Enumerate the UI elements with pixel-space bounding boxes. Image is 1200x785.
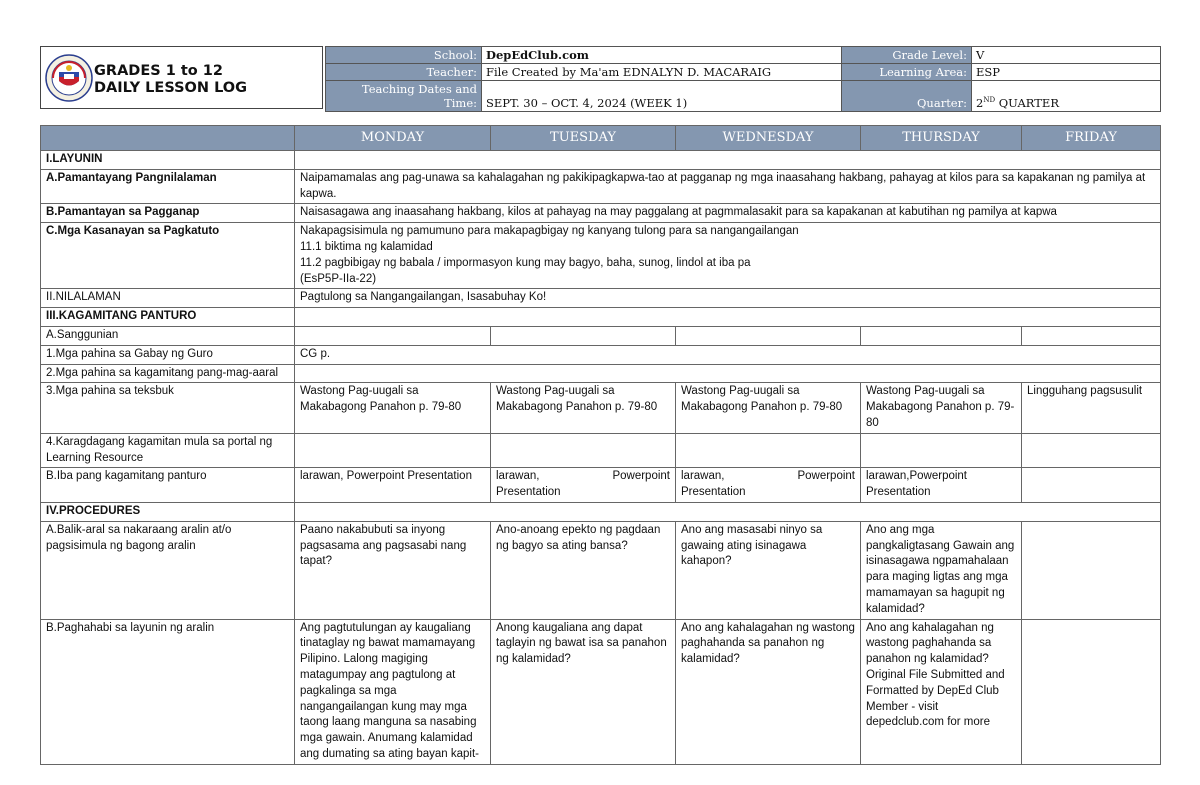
row-kagamitang-panturo	[41, 308, 1161, 327]
info-table	[325, 46, 1161, 112]
kagamitan-mag-aaral-label: 2.Mga pahina sa kagamitang pang-mag-aaral	[41, 364, 295, 383]
teacher-value: File Created by Ma'am EDNALYN D. MACARAIG	[482, 64, 842, 81]
day-friday: FRIDAY	[1022, 126, 1161, 151]
day-wednesday: WEDNESDAY	[676, 126, 861, 151]
procedures-label: IV.PROCEDURES	[41, 502, 295, 521]
row-gabay-guro	[41, 345, 1161, 364]
teksbuk-label: 3.Mga pahina sa teksbuk	[41, 383, 295, 433]
row-kagamitang-mag-aaral	[41, 364, 1161, 383]
row-teksbuk	[41, 383, 1161, 433]
nilalaman-label: II.NILALAMAN	[41, 289, 295, 308]
kagamitan-label: III.KAGAMITANG PANTURO	[41, 308, 295, 327]
pamantayang-text: Naipamamalas ang pag-unawa sa kahalagahan ng pakikipagkapwa-tao at pagganap ng mga inaasahang hakbang, pahayag at kilos para sa kapakanan ng pamilya at kapwa.	[295, 169, 1161, 204]
row-iba-pang-kagamitan	[41, 468, 1161, 503]
gabay-label: 1.Mga pahina sa Gabay ng Guro	[41, 345, 295, 364]
cell	[1022, 619, 1161, 764]
balik-wednesday: Ano ang masasabi ninyo sa gawaing ating isinagawa kahapon?	[676, 521, 861, 619]
paghahabi-monday: Ang pagtutulungan ay kaugaliang tinataglay ng bawat mamamayang Pilipino. Lalong magiging matagumpay ang pagtulong at pagkalinga sa mga nangangailangan kung may mga taong laang manguna sa nasabing mga gawain. Anumang kalamidad ang dumating sa ating bayan kapit-	[295, 619, 491, 764]
paghahabi-thursday: Ano ang kahalagahan ng wastong paghahanda sa panahon ng kalamidad? Original File Submitted and Formatted by DepEd Club Member - visit depedclub.com for more	[861, 619, 1022, 764]
header-blank-cell	[41, 126, 295, 151]
karagdagang-label: 4.Karagdagang kagamitan mula sa portal ng Learning Resource	[41, 433, 295, 468]
row-layunin	[41, 151, 1161, 170]
document-title	[94, 63, 247, 97]
lesson-log-header	[40, 46, 1160, 111]
iba-thursday: larawan,Powerpoint Presentation	[861, 468, 1022, 503]
cell	[1022, 521, 1161, 619]
row-karagdagang-kagamitan	[41, 433, 1161, 468]
kagamitan-content	[295, 308, 1161, 327]
row-sanggunian	[41, 326, 1161, 345]
cell	[676, 433, 861, 468]
cell	[295, 433, 491, 468]
school-value: DepEdClub.com	[482, 47, 842, 64]
cell	[491, 326, 676, 345]
balik-label: A.Balik-aral sa nakaraang aralin at/o pagsisimula ng bagong aralin	[41, 521, 295, 619]
row-balik-aral	[41, 521, 1161, 619]
row-procedures	[41, 502, 1161, 521]
teaching-dates-label: Teaching Dates and Time:	[326, 81, 482, 112]
grade-level-label: Grade Level:	[842, 47, 972, 64]
iba-monday: larawan, Powerpoint Presentation	[295, 468, 491, 503]
quarter-label: Quarter:	[842, 81, 972, 112]
pagganap-label: B.Pamantayan sa Pagganap	[41, 204, 295, 223]
kasanayan-text: Nakapagsisimula ng pamumuno para makapagbigay ng kanyang tulong para sa nangangailangan 11.1 biktima ng kalamidad 11.2 pagbibigay ng babala / impormasyon kung may bagyo, baha, sunog, lindol at iba pa (EsP5P-IIa-22)	[295, 223, 1161, 289]
iba-label: B.Iba pang kagamitang panturo	[41, 468, 295, 503]
gabay-value: CG p.	[295, 345, 1161, 364]
teksbuk-monday: Wastong Pag-uugali sa Makabagong Panahon p. 79-80	[295, 383, 491, 433]
kagamitan-mag-aaral-value	[295, 364, 1161, 383]
paghahabi-label: B.Paghahabi sa layunin ng aralin	[41, 619, 295, 764]
sanggunian-label: A.Sanggunian	[41, 326, 295, 345]
pagganap-text: Naisasagawa ang inaasahang hakbang, kilos at pahayag na may paggalang at pagmmalasakit para sa kapakanan at kabutihan ng pamilya at kapwa	[295, 204, 1161, 223]
quarter-value: 2ND QUARTER	[972, 81, 1161, 112]
day-tuesday: TUESDAY	[491, 126, 676, 151]
grade-level-value: V	[972, 47, 1161, 64]
teksbuk-wednesday: Wastong Pag-uugali sa Makabagong Panahon p. 79-80	[676, 383, 861, 433]
nilalaman-text: Pagtulong sa Nangangailangan, Isasabuhay Ko!	[295, 289, 1161, 308]
title-line-1: GRADES 1 to 12	[94, 63, 223, 79]
title-box	[40, 46, 323, 109]
paghahabi-tuesday: Anong kaugaliana ang dapat taglayin ng bawat isa sa panahon ng kalamidad?	[491, 619, 676, 764]
days-header-row	[41, 126, 1161, 151]
row-pamantayang-pangnilalaman	[41, 169, 1161, 204]
day-thursday: THURSDAY	[861, 126, 1022, 151]
paghahabi-wednesday: Ano ang kahalagahan ng wastong paghahanda sa panahon ng kalamidad?	[676, 619, 861, 764]
teksbuk-thursday: Wastong Pag-uugali sa Makabagong Panahon p. 79-80	[861, 383, 1022, 433]
pamantayang-label: A.Pamantayang Pangnilalaman	[41, 169, 295, 204]
procedures-content	[295, 502, 1161, 521]
iba-tuesday: larawan, Powerpoint Presentation	[491, 468, 676, 503]
balik-monday: Paano nakabubuti sa inyong pagsasama ang pagsasabi nang tapat?	[295, 521, 491, 619]
cell	[491, 433, 676, 468]
kasanayan-label: C.Mga Kasanayan sa Pagkatuto	[41, 223, 295, 289]
cell	[676, 326, 861, 345]
learning-area-value: ESP	[972, 64, 1161, 81]
layunin-content	[295, 151, 1161, 170]
cell	[1022, 433, 1161, 468]
learning-area-label: Learning Area:	[842, 64, 972, 81]
cell	[295, 326, 491, 345]
cell	[861, 326, 1022, 345]
row-nilalaman	[41, 289, 1161, 308]
teksbuk-friday: Lingguhang pagsusulit	[1022, 383, 1161, 433]
row-pamantayan-pagganap	[41, 204, 1161, 223]
layunin-label: I.LAYUNIN	[41, 151, 295, 170]
teaching-dates-value: SEPT. 30 – OCT. 4, 2024 (WEEK 1)	[482, 81, 842, 112]
row-paghahabi	[41, 619, 1161, 764]
teacher-label: Teacher:	[326, 64, 482, 81]
cell	[861, 433, 1022, 468]
cell	[1022, 326, 1161, 345]
cell	[1022, 468, 1161, 503]
day-monday: MONDAY	[295, 126, 491, 151]
iba-wednesday: larawan, Powerpoint Presentation	[676, 468, 861, 503]
balik-tuesday: Ano-anoang epekto ng pagdaan ng bagyo sa ating bansa?	[491, 521, 676, 619]
balik-thursday: Ano ang mga pangkaligtasang Gawain ang isinasagawa ngpamahalaan para maging ligtas ang mga mamamayan sa hagupit ng kalamidad?	[861, 521, 1022, 619]
teksbuk-tuesday: Wastong Pag-uugali sa Makabagong Panahon p. 79-80	[491, 383, 676, 433]
deped-seal-icon	[45, 54, 93, 102]
lesson-log-table	[40, 125, 1161, 765]
title-line-2: DAILY LESSON LOG	[94, 80, 248, 96]
row-kasanayan	[41, 223, 1161, 289]
school-label: School:	[326, 47, 482, 64]
